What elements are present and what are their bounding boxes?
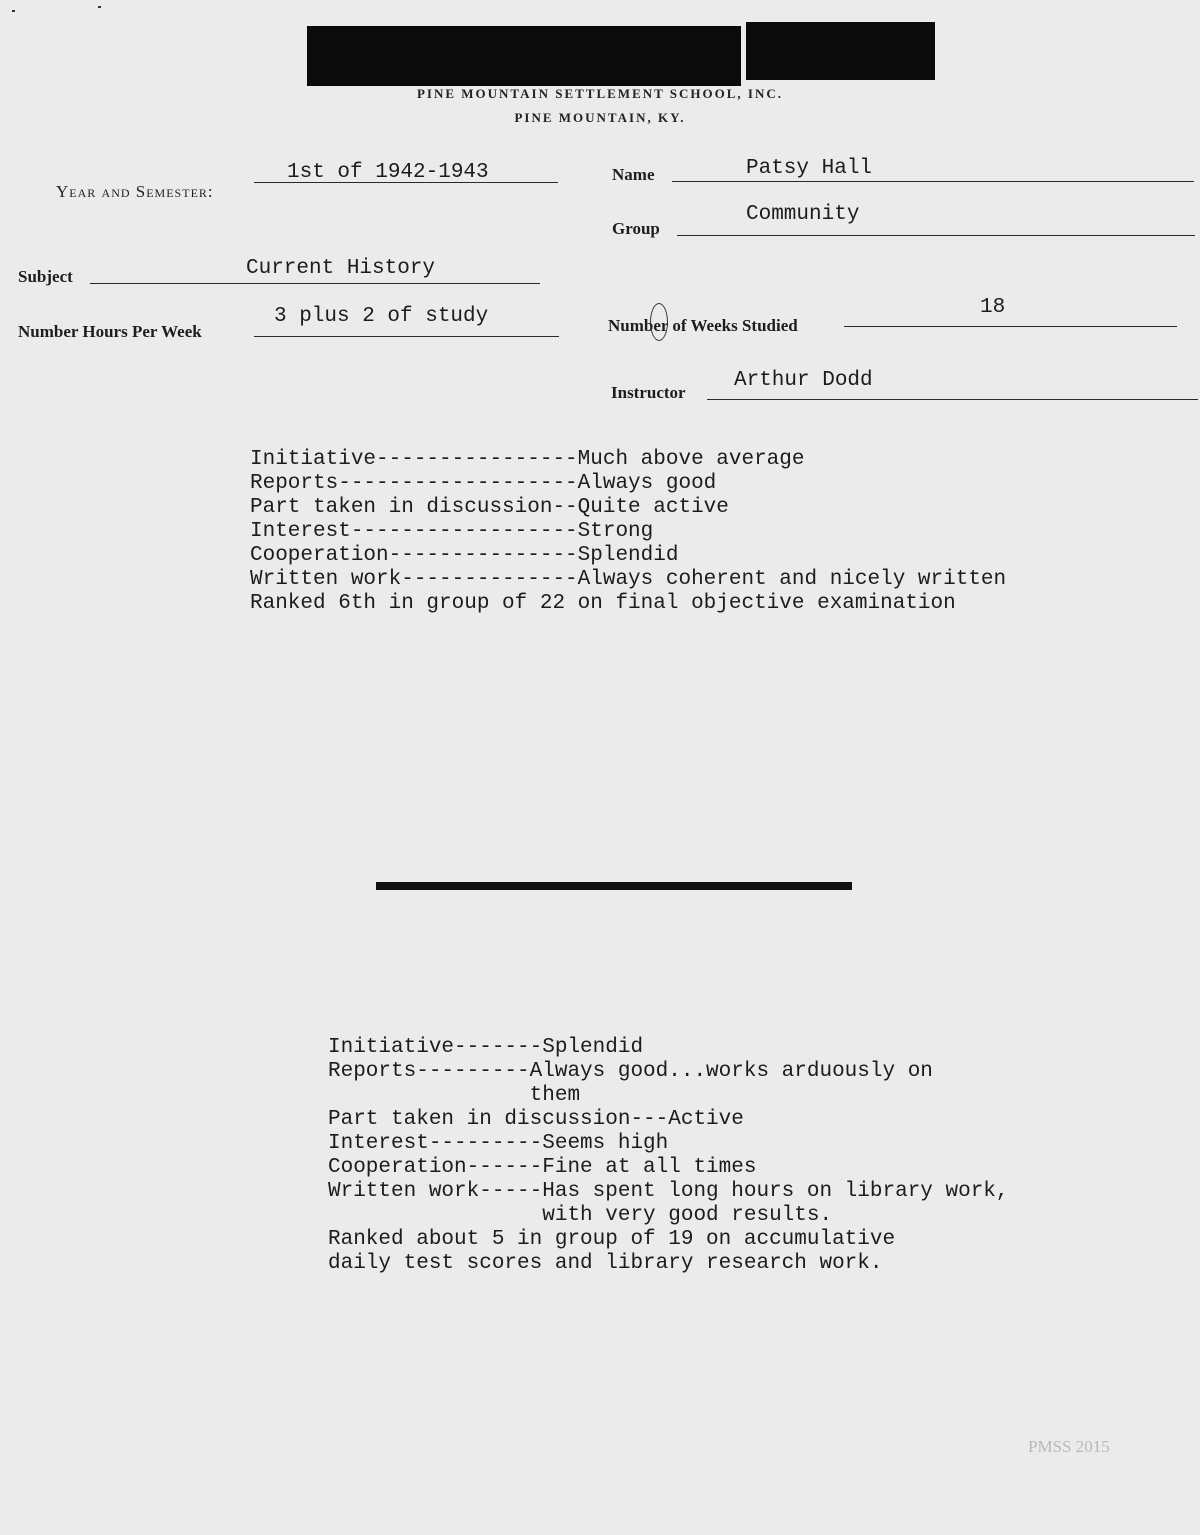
group-value: Community (746, 203, 860, 226)
evaluation-line: with very good results. (328, 1204, 833, 1227)
weeks-studied-label: Number of Weeks Studied (608, 316, 798, 335)
weeks-studied-line (844, 326, 1177, 327)
evaluation-line: Reports---------Always good...works arduously on (328, 1060, 933, 1083)
instructor-value: Arthur Dodd (734, 369, 873, 392)
evaluation-line: Cooperation------Fine at all times (328, 1156, 757, 1179)
corner-speck (98, 6, 101, 8)
evaluation-line: Written work--------------Always coherent and nicely written (250, 568, 1007, 591)
hours-per-week-label: Number Hours Per Week (18, 322, 202, 341)
evaluation-line: Part taken in discussion--Quite active (250, 496, 729, 519)
archive-watermark: PMSS 2015 (1028, 1437, 1110, 1456)
redacted-letterhead (746, 22, 935, 80)
evaluation-line: Ranked 6th in group of 22 on final objective examination (250, 592, 956, 615)
evaluation-line: Initiative----------------Much above average (250, 448, 805, 471)
evaluation-line: Interest---------Seems high (328, 1132, 669, 1155)
instructor-line (707, 399, 1198, 400)
evaluation-line: Initiative-------Splendid (328, 1036, 644, 1059)
evaluation-line: Written work-----Has spent long hours on library work, (328, 1180, 1009, 1203)
subject-line (90, 283, 540, 284)
evaluation-line: Cooperation---------------Splendid (250, 544, 679, 567)
year-semester-value: 1st of 1942-1943 (287, 161, 489, 184)
subject-label: Subject (18, 267, 73, 286)
hours-per-week-line (254, 336, 559, 337)
evaluation-line: Reports-------------------Always good (250, 472, 717, 495)
weeks-studied-value: 18 (980, 296, 1006, 319)
evaluation-line: Interest------------------Strong (250, 520, 654, 543)
hours-per-week-value: 3 plus 2 of study (274, 305, 489, 328)
evaluation-line: Ranked about 5 in group of 19 on accumulative (328, 1228, 896, 1251)
evaluation-line: them (328, 1084, 581, 1107)
section-divider-rule (376, 882, 852, 890)
group-line (677, 235, 1195, 236)
evaluation-line: daily test scores and library research work. (328, 1252, 883, 1275)
school-name: PINE MOUNTAIN SETTLEMENT SCHOOL, INC. (416, 86, 784, 101)
group-label: Group (612, 219, 660, 238)
instructor-label: Instructor (611, 383, 686, 402)
year-semester-label: Year and Semester: (56, 182, 214, 201)
ink-circle-mark (650, 303, 668, 341)
subject-value: Current History (246, 257, 436, 280)
name-line (672, 181, 1194, 182)
name-value: Patsy Hall (746, 157, 873, 180)
school-location: PINE MOUNTAIN, KY. (514, 110, 686, 125)
corner-speck (12, 10, 15, 12)
evaluation-line: Part taken in discussion---Active (328, 1108, 744, 1131)
redacted-letterhead (307, 26, 741, 86)
name-label: Name (612, 165, 655, 184)
